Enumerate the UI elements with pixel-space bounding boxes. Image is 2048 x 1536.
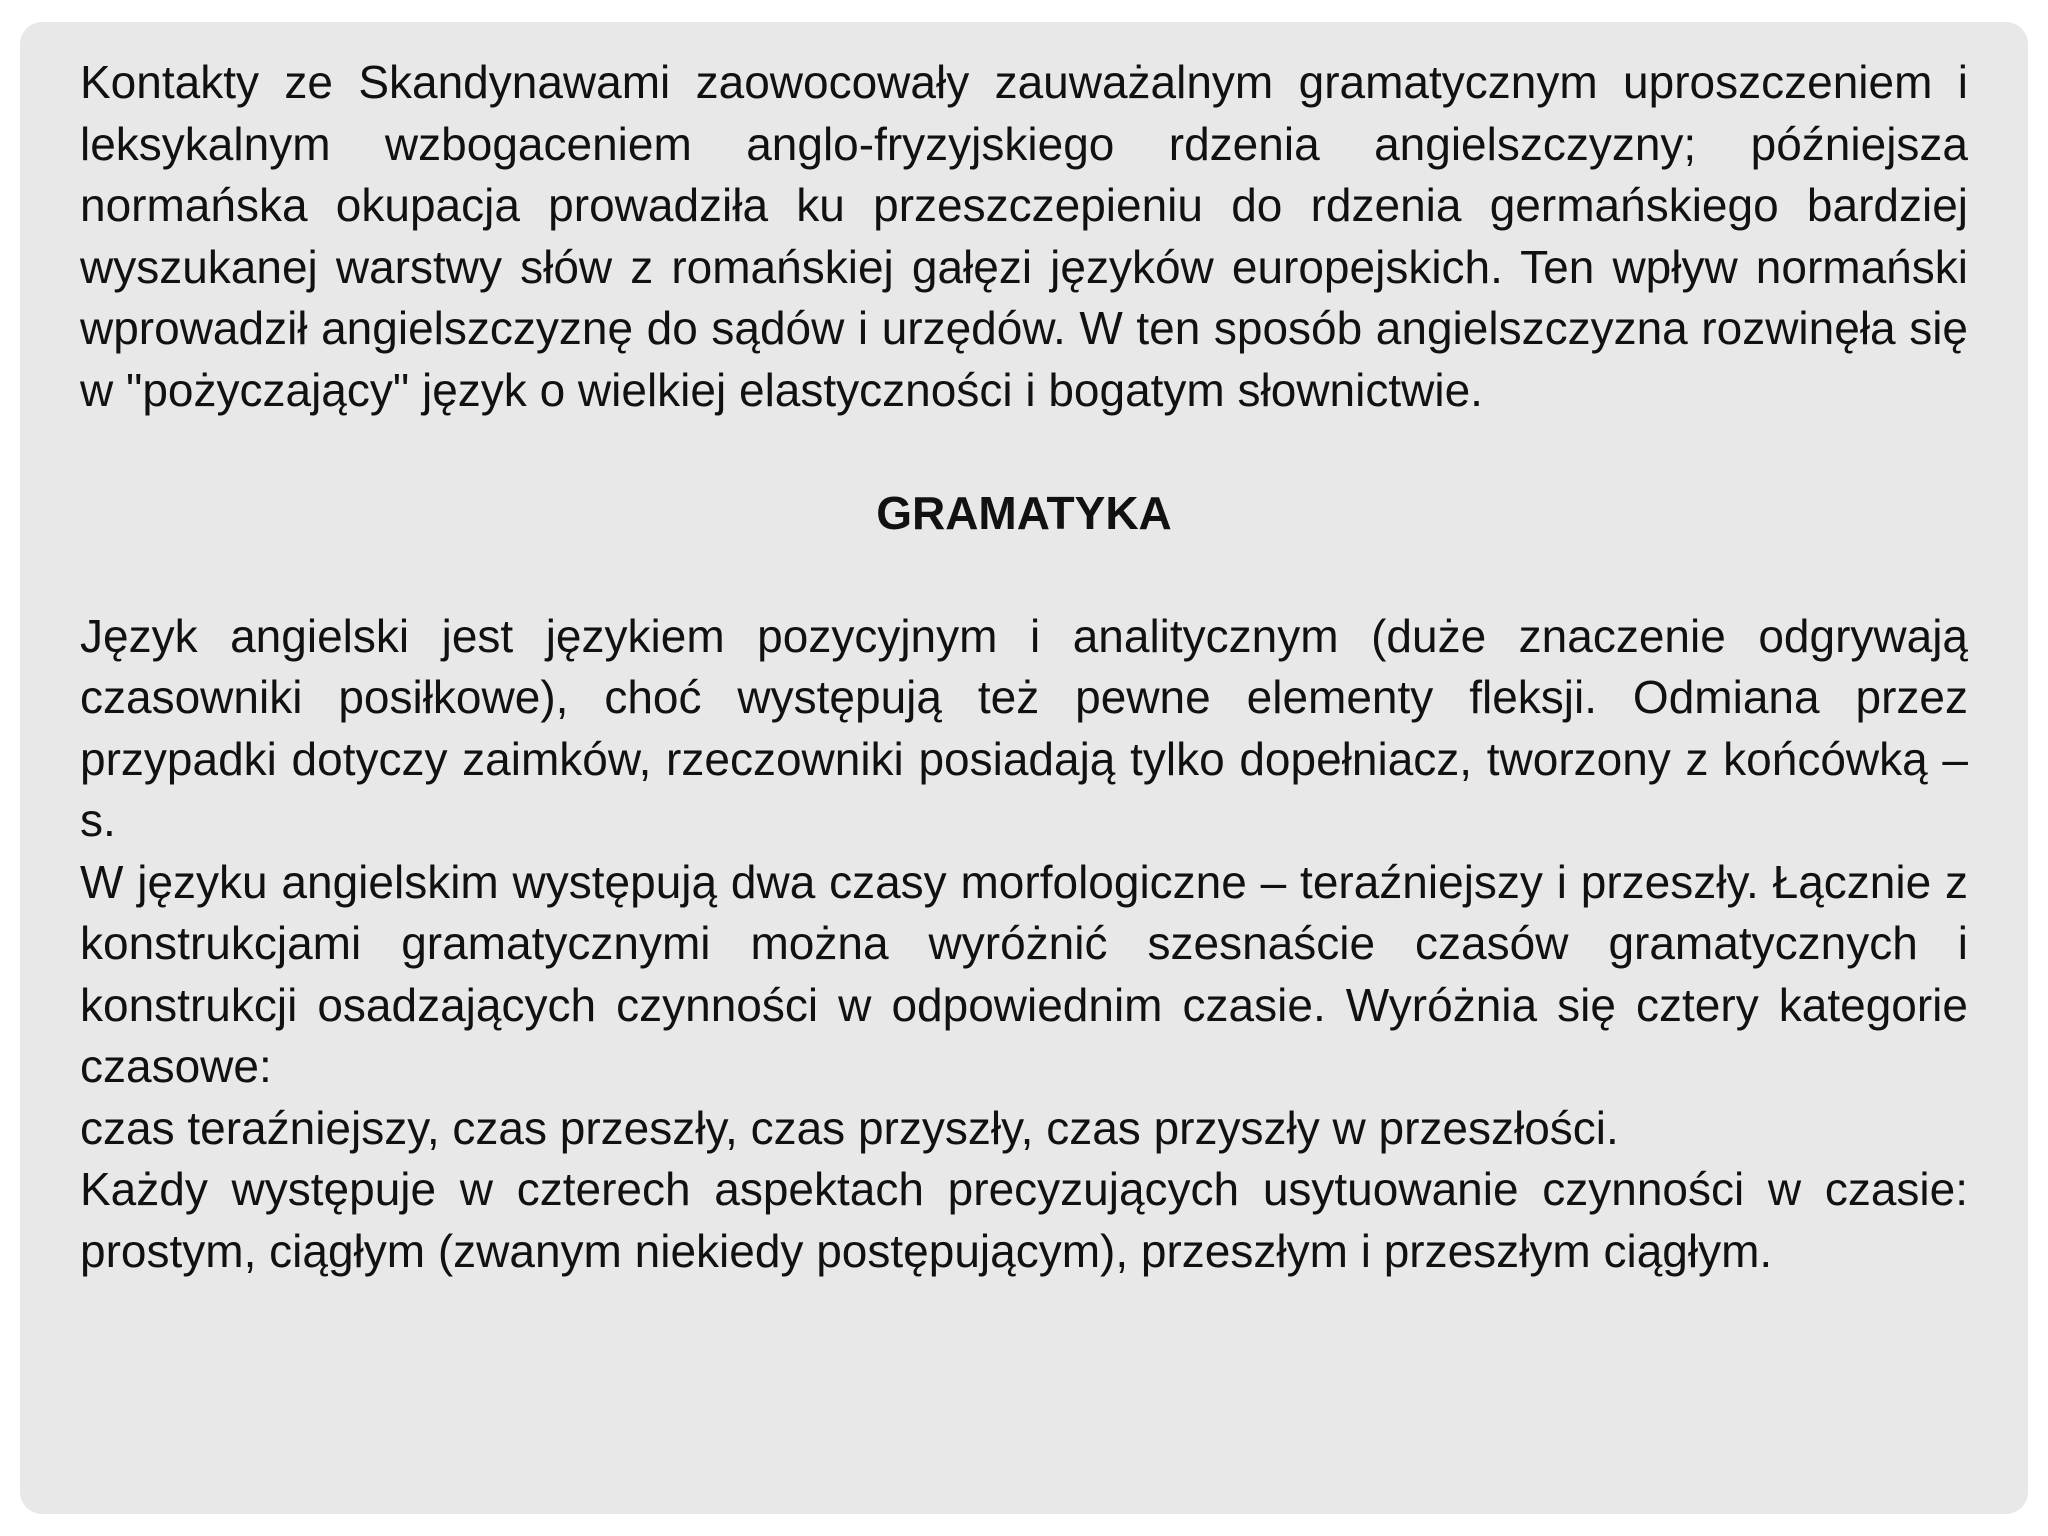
section-heading: GRAMATYKA xyxy=(876,486,1172,539)
spacer xyxy=(80,544,1968,606)
grammar-paragraph-4: Każdy występuje w czterech aspektach precyzujących usytuowanie czynności w czasie: prostym, ciągłym (zwanym niekiedy postępującym), przeszłym i przeszłym ciągłym. xyxy=(80,1163,1968,1277)
slide-panel xyxy=(20,22,2028,1514)
grammar-paragraph-1: Język angielski jest językiem pozycyjnym i analitycznym (duże znaczenie odgrywają czasowniki posiłkowe), choć występują też pewne elementy fleksji. Odmiana przez przypadki dotyczy zaimków, rzeczowniki posiadają tylko dopełniacz, tworzony z końcówką –s. xyxy=(80,609,1968,846)
grammar-paragraph-3: czas teraźniejszy, czas przeszły, czas przyszły, czas przyszły w przeszłości. xyxy=(80,1101,1619,1154)
grammar-paragraph-2: W języku angielskim występują dwa czasy morfologiczne – teraźniejszy i przeszły. Łącznie z konstrukcjami gramatycznymi można wyróżnić szesnaście czasów gramatycznych i konstrukcji osadzających czynności w odpowiednim czasie. Wyróżnia się cztery kategorie czasowe: xyxy=(80,855,1968,1092)
spacer xyxy=(80,421,1968,483)
intro-paragraph: Kontakty ze Skandynawami zaowocowały zauważalnym gramatycznym uproszczeniem i leksykalnym wzbogaceniem anglo-fryzyjskiego rdzenia angielszczyzny; późniejsza normańska okupacja prowadziła ku przeszczepieniu do rdzenia germańskiego bardziej wyszukanej warstwy słów z romańskiej gałęzi języków europejskich. Ten wpływ normański wprowadził angielszczyznę do sądów i urzędów. W ten sposób angielszczyzna rozwinęła się w "pożyczający" język o wielkiej elastyczności i bogatym słownictwie. xyxy=(80,56,1968,416)
